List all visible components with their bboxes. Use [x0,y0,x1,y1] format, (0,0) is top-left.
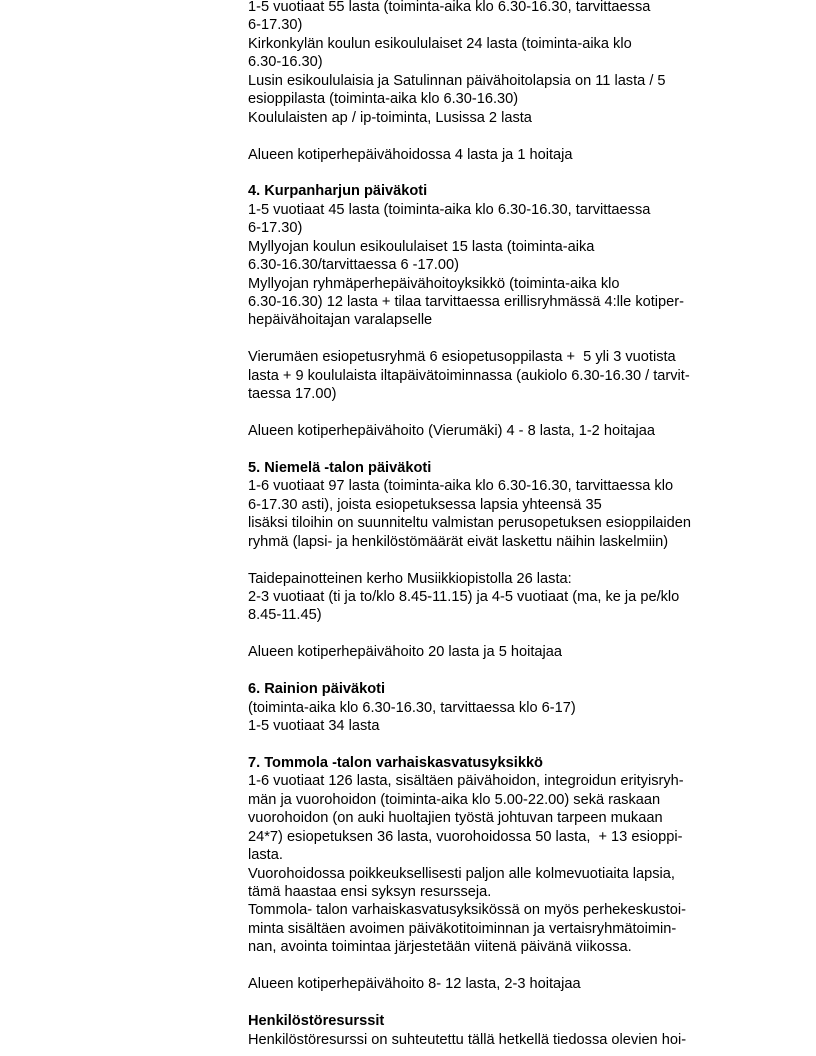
section-rainio [248,680,748,754]
text-line: lasta + 9 koululaista iltapäivätoiminnassa (aukiolo 6.30-16.30 / tarvit- [248,367,690,384]
text-line: (toiminta-aika klo 6.30-16.30, tarvittaessa klo 6-17) [248,699,576,716]
text-line: lisäksi tiloihin on suunniteltu valmistan perusopetuksen esioppilaiden [248,515,691,532]
text-line: 6.30-16.30/tarvittaessa 6 -17.00) [248,257,459,274]
text-line: 6-17.30 asti), joista esiopetuksessa lapsia yhteensä 35 [248,496,602,513]
text-line: Koululaisten ap / ip-toiminta, Lusissa 2 lasta [248,109,532,126]
text-line: Lusin esikoululaisia ja Satulinnan päivähoitolapsia on 11 lasta / 5 [248,72,666,89]
text-line: esioppilasta (toiminta-aika klo 6.30-16.30) [248,91,519,108]
paragraph-spacer [248,551,748,569]
text-line: 1-6 vuotiaat 126 lasta, sisältäen päivähoidon, integroidun erityisryh- [248,773,684,790]
text-line: Henkilöstöresurssi on suhteutettu tällä hetkellä tiedossa olevien hoi- [248,1031,687,1048]
section-note: Alueen kotiperhepäivähoito (Vierumäki) 4 - 8 lasta, 1-2 hoitajaa [248,423,655,440]
section-heading: 4. Kurpanharjun päiväkoti [248,183,428,200]
paragraph-spacer [248,625,748,643]
paragraph-spacer [248,662,748,680]
paragraph-spacer [248,330,748,348]
section-tommola [248,754,748,1012]
text-line: Tommola- talon varhaiskasvatusyksikössä on myös perhekeskustoi- [248,902,686,919]
section-staff-resources [248,1012,748,1049]
section-kurpanharju [248,182,748,459]
text-line: 6.30-16.30) [248,54,323,71]
paragraph-spacer [248,736,748,754]
paragraph-spacer [248,957,748,975]
text-line: lasta. [248,847,283,864]
text-line: Kirkonkylän koulun esikoululaiset 24 lasta (toiminta-aika klo [248,35,632,52]
section-note: Alueen kotiperhepäivähoito 20 lasta ja 5 hoitajaa [248,644,562,661]
text-line: 6-17.30) [248,17,303,34]
intro-note: Alueen kotiperhepäivähoidossa 4 lasta ja 1 hoitaja [248,146,573,163]
section-heading: 7. Tommola -talon varhaiskasvatusyksikkö [248,754,543,771]
text-line: Myllyojan koulun esikoululaiset 15 lasta (toiminta-aika [248,238,595,255]
text-line: tämä haastaa ensi syksyn resursseja. [248,884,492,900]
intro-block [248,0,748,182]
paragraph-spacer [248,404,748,422]
text-line: nan, avointa toimintaa järjestetään viitenä päivänä viikossa. [248,939,632,956]
paragraph-spacer [248,164,748,182]
text-line: Vierumäen esiopetusryhmä 6 esiopetusoppilasta + 5 yli 3 vuotista [248,349,676,366]
text-line: Myllyojan ryhmäperhepäivähoitoyksikkö (toiminta-aika klo [248,275,620,292]
section-note: Alueen kotiperhepäivähoito 8- 12 lasta, 2-3 hoitajaa [248,976,581,993]
text-line: 8.45-11.45) [248,607,322,624]
text-line: 24*7) esiopetuksen 36 lasta, vuorohoidossa 50 lasta, + 13 esioppi- [248,828,683,845]
text-line: vuorohoidon (on auki huoltajien työstä johtuvan tarpeen mukaan [248,810,663,827]
paragraph-spacer [248,127,748,145]
text-line: 6.30-16.30) 12 lasta + tilaa tarvittaessa erillisryhmässä 4:lle kotiper- [248,294,684,310]
text-line: Taidepainotteinen kerho Musiikkiopistolla 26 lasta: [248,570,572,587]
text-line: ryhmä (lapsi- ja henkilöstömäärät eivät laskettu näihin laskelmiin) [248,533,669,550]
text-line: 1-5 vuotiaat 55 lasta (toiminta-aika klo 6.30-16.30, tarvittaessa [248,0,651,15]
text-line: hepäivähoitajan varalapselle [248,312,433,329]
document-page [248,0,748,1049]
text-line: 6-17.30) [248,220,303,237]
text-line: män ja vuorohoidon (toiminta-aika klo 5.00-22.00) sekä raskaan [248,791,661,808]
text-line: 2-3 vuotiaat (ti ja to/klo 8.45-11.15) ja 4-5 vuotiaat (ma, ke ja pe/klo [248,589,680,605]
paragraph-spacer [248,994,748,1012]
section-niemela [248,459,748,680]
section-heading: 5. Niemelä -talon päiväkoti [248,459,432,476]
text-line: 1-5 vuotiaat 45 lasta (toiminta-aika klo 6.30-16.30, tarvittaessa [248,201,651,218]
section-heading: Henkilöstöresurssit [248,1013,385,1030]
text-line: taessa 17.00) [248,386,337,403]
section-heading: 6. Rainion päiväkoti [248,681,386,698]
paragraph-spacer [248,441,748,459]
text-line: Vuorohoidossa poikkeuksellisesti paljon alle kolmevuotiaita lapsia, [248,865,675,882]
text-line: 1-5 vuotiaat 34 lasta [248,718,380,735]
text-line: minta sisältäen avoimen päiväkotitoiminnan ja vertaisryhmätoimin- [248,920,677,937]
text-line: 1-6 vuotiaat 97 lasta (toiminta-aika klo 6.30-16.30, tarvittaessa klo [248,478,674,495]
